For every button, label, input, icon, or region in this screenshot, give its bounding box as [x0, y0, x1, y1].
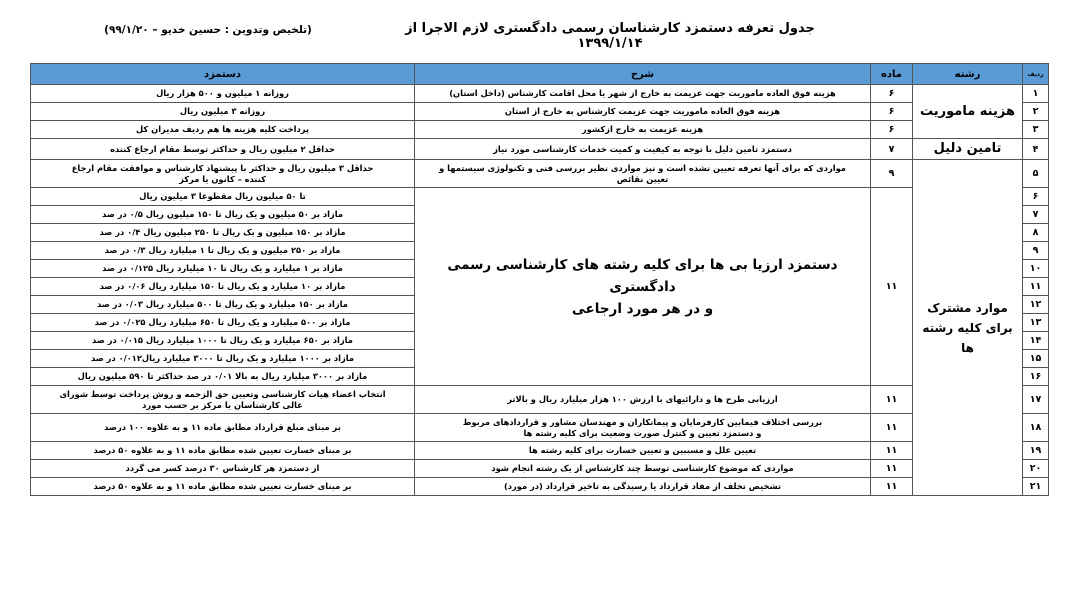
row-number: ۵ [1023, 160, 1049, 188]
row-fee: مازاد بر ۵۰۰ میلیارد و یک ریال تا ۶۵۰ میلیارد ریال ۰/۰۲۵ در صد [31, 314, 415, 332]
table-row [31, 121, 1049, 139]
category-moshtarak-line2: برای کلیه رشته ها [922, 320, 1013, 355]
tariff-table [30, 63, 1049, 496]
row-fee: حداقل ۲ میلیون ریال و حداکثر توسط مقام ارجاع کننده [31, 139, 415, 160]
row-madde: ۶ [871, 121, 913, 139]
row-fee: مازاد بر ۱۰۰۰ میلیارد و یک ریال تا ۳۰۰۰ میلیارد ریال۰/۰۱۲ در صد [31, 350, 415, 368]
row-fee [31, 386, 415, 414]
header-radif: ردیف [1023, 64, 1049, 85]
row-fee: بر مبنای خسارت تعیین شده مطابق ماده ۱۱ و به علاوه ۵۰ درصد [31, 478, 415, 496]
row-number: ۴ [1023, 139, 1049, 160]
row-fee-line1: حداقل ۳ میلیون ریال و حداکثر با پیشنهاد کارشناس و موافقت مقام ارجاع [71, 162, 374, 173]
row-sharh-line1: مواردی که برای آنها تعرفه تعیین نشده است و نیز مواردی نظیر بررسی فنی و تکنولوژی سیستمها و [439, 162, 846, 173]
table-row [31, 414, 1049, 442]
table-row [31, 85, 1049, 103]
row-fee: روزانه ۱ میلیون و ۵۰۰ هزار ریال [31, 85, 415, 103]
row-number: ۶ [1023, 188, 1049, 206]
row-fee: تا ۵۰ میلیون ریال مقطوعا ۳ میلیون ریال [31, 188, 415, 206]
row-madde: ۱۱ [871, 414, 913, 442]
table-row [31, 160, 1049, 188]
row-fee: مازاد بر ۱ میلیارد و یک ریال تا ۱۰ میلیارد ریال ۰/۱۲۵ در صد [31, 260, 415, 278]
row-number: ۱۹ [1023, 442, 1049, 460]
row-madde: ۱۱ [871, 460, 913, 478]
row-fee-line2: عالی کارشناسان یا مرکز بر حسب مورد [142, 399, 303, 410]
table-row [31, 103, 1049, 121]
table-row [31, 188, 1049, 206]
row-number: ۱۵ [1023, 350, 1049, 368]
row-sharh: دستمزد تامین دلیل با توجه به کیفیت و کمیت خدمات کارشناسی مورد نیاز [415, 139, 871, 160]
row-sharh-line2: تعیین نقائص [616, 173, 669, 184]
row-madde: ۹ [871, 160, 913, 188]
table-header-row [31, 64, 1049, 85]
row-number: ۷ [1023, 206, 1049, 224]
table-row [31, 139, 1049, 160]
row-fee: مازاد بر ۱۰ میلیارد و یک ریال تا ۱۵۰ میلیارد ریال ۰/۰۶ در صد [31, 278, 415, 296]
row-madde: ۱۱ [871, 478, 913, 496]
table-row [31, 478, 1049, 496]
row-sharh: هزینه فوق العاده ماموریت جهت عزیمت به خارج از شهر یا محل اقامت کارشناس (داخل استان) [415, 85, 871, 103]
row-madde: ۱۱ [871, 442, 913, 460]
table-row [31, 386, 1049, 414]
row-fee: بر مبنای مبلغ قرارداد مطابق ماده ۱۱ و به علاوه ۱۰۰ درصد [31, 414, 415, 442]
merged-sharh [415, 188, 871, 386]
row-number: ۱۲ [1023, 296, 1049, 314]
row-number: ۱۳ [1023, 314, 1049, 332]
row-sharh-line2: و دستمزد تعیین و کنترل صورت وضعیت برای کلیه رشته ها [523, 427, 762, 438]
row-fee: مازاد بر ۳۰۰۰ میلیارد ریال به بالا ۰/۰۱ در صد حداکثر تا ۵۹۰ میلیون ریال [31, 368, 415, 386]
row-fee [31, 160, 415, 188]
row-number: ۸ [1023, 224, 1049, 242]
row-madde: ۷ [871, 139, 913, 160]
row-madde: ۶ [871, 85, 913, 103]
row-madde: ۶ [871, 103, 913, 121]
header-madde: ماده [871, 64, 913, 85]
category-mamuriat: هزینه ماموریت [913, 85, 1023, 139]
row-fee: مازاد بر ۱۵۰ میلیون و یک ریال تا ۲۵۰ میلیون ریال ۰/۴ در صد [31, 224, 415, 242]
row-number: ۱۱ [1023, 278, 1049, 296]
row-number: ۲۰ [1023, 460, 1049, 478]
author-note: (تلخیص وتدوین : حسین خدیو – ۹۹/۱/۲۰) [104, 24, 312, 36]
row-sharh: تعیین علل و مسببین و تعیین خسارت برای کلیه رشته ها [415, 442, 871, 460]
row-sharh: هزینه عزیمت به خارج ازکشور [415, 121, 871, 139]
merged-sharh-line2: و در هر مورد ارجاعی [571, 300, 714, 317]
header-reshte: رشته [913, 64, 1023, 85]
merged-madde: ۱۱ [871, 188, 913, 386]
row-fee: پرداخت کلیه هزینه ها هم ردیف مدیران کل [31, 121, 415, 139]
row-sharh [415, 414, 871, 442]
row-fee: از دستمزد هر کارشناس ۳۰ درصد کسر می گردد [31, 460, 415, 478]
row-number: ۱۸ [1023, 414, 1049, 442]
merged-sharh-line1: دستمزد ارزیا بی ها برای کلیه رشته های کارشناسی رسمی دادگستری [447, 256, 838, 295]
row-number: ۱ [1023, 85, 1049, 103]
row-fee: مازاد بر ۶۵۰ میلیارد و یک ریال تا ۱۰۰۰ میلیارد ریال ۰/۰۱۵ در صد [31, 332, 415, 350]
table-row [31, 442, 1049, 460]
category-moshtarak-line1: موارد مشترک [927, 300, 1008, 315]
row-number: ۱۰ [1023, 260, 1049, 278]
row-sharh-line1: بررسی اختلاف فیمابین کارفرمایان و پیمانکاران و مهندسان مشاور و قراردادهای مربوط [462, 416, 823, 427]
row-sharh [415, 160, 871, 188]
row-fee-line1: انتخاب اعضاء هیات کارشناسی وتعیین حق الزحمه و روش پرداخت توسط شورای [59, 388, 386, 399]
row-number: ۹ [1023, 242, 1049, 260]
row-number: ۱۶ [1023, 368, 1049, 386]
row-fee: مازاد بر ۲۵۰ میلیون و یک ریال تا ۱ میلیارد ریال ۰/۳ در صد [31, 242, 415, 260]
category-tamin-dalil: تامین دلیل [913, 139, 1023, 160]
row-fee: مازاد بر ۱۵۰ میلیارد و یک ریال تا ۵۰۰ میلیارد ریال ۰/۰۳ در صد [31, 296, 415, 314]
row-number: ۲۱ [1023, 478, 1049, 496]
row-madde: ۱۱ [871, 386, 913, 414]
row-fee-line2: کننده – کانون یا مرکز [179, 173, 266, 184]
header-dastmozd: دستمزد [31, 64, 415, 85]
row-number: ۱۴ [1023, 332, 1049, 350]
row-number: ۱۷ [1023, 386, 1049, 414]
row-sharh: ارزیابی طرح ها و دارائیهای با ارزش ۱۰۰ هزار میلیارد ریال و بالاتر [415, 386, 871, 414]
row-sharh: تشخیص تخلف از مفاد قرارداد یا رسیدگی به تاخیر قرارداد (در مورد) [415, 478, 871, 496]
row-fee: بر مبنای خسارت تعیین شده مطابق ماده ۱۱ و به علاوه ۵۰ درصد [31, 442, 415, 460]
table-row [31, 460, 1049, 478]
row-fee: مازاد بر ۵۰ میلیون و یک ریال تا ۱۵۰ میلیون ریال ۰/۵ در صد [31, 206, 415, 224]
row-sharh: مواردی که موضوع کارشناسی توسط چند کارشناس از یک رشته انجام شود [415, 460, 871, 478]
row-number: ۲ [1023, 103, 1049, 121]
header-sharh: شرح [415, 64, 871, 85]
category-moshtarak [913, 160, 1023, 496]
row-fee: روزانه ۳ میلیون ریال [31, 103, 415, 121]
row-sharh: هزینه فوق العاده ماموریت جهت عزیمت کارشناس به خارج از استان [415, 103, 871, 121]
row-number: ۳ [1023, 121, 1049, 139]
page-title: جدول تعرفه دستمزد کارشناسان رسمی دادگستری لازم الاجرا از ۱۳۹۹/۱/۱۴ [405, 21, 815, 51]
